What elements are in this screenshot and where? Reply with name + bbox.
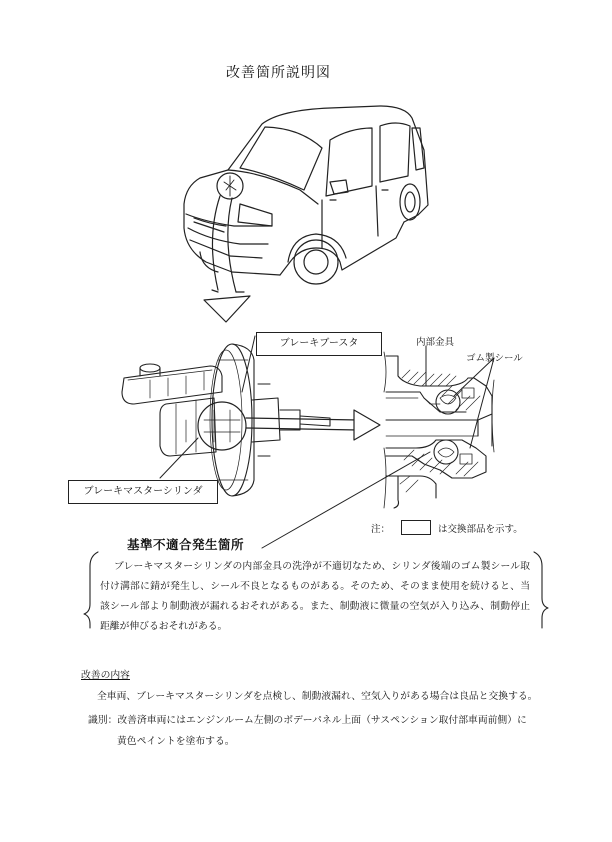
remedy-text: 全車両、ブレーキマスターシリンダを点検し、制動液漏れ、空気入りがある場合は良品と交換する。 (97, 691, 538, 702)
note-prefix: 注： (371, 524, 391, 535)
remedy-title: 改善の内容 (81, 670, 130, 681)
cross-section-illustration (384, 352, 494, 508)
rubber-seal-label: ゴム製シール (466, 353, 523, 364)
page-title: 改善箇所説明図 (226, 65, 331, 81)
brake-assembly-illustration (122, 344, 330, 496)
defect-description: ブレーキマスターシリンダの内部金具の洗浄が不適切なため、シリンダ後端のゴム製シール取付け溝部に錆が発生し、シール不良となるものがある。そのため、そのまま使用を続けると、当該シール部より制動液が漏れるおそれがある。また、制動液に微量の空気が入り込み、制動停止距離が伸びるおそれがある。 (100, 561, 530, 632)
inner-fitting-label: 内部金具 (416, 337, 455, 348)
identification-line-1: 識別：改善済車両にはエンジンルーム左側のボデーパネル上面（サスペンション取付部車両前側）に (88, 715, 527, 726)
note-text: は交換部品を示す。 (438, 524, 523, 535)
brake-booster-label: ブレーキブースタ (256, 332, 382, 356)
car-illustration (184, 106, 428, 284)
leader-lines (160, 336, 494, 548)
master-cylinder-label: ブレーキマスターシリンダ (68, 480, 218, 504)
pointer-arrow (204, 196, 250, 322)
identification-line-2: 黄色ペイントを塗布する。 (117, 736, 235, 747)
legend-swatch (401, 520, 431, 535)
defect-heading: 基準不適合発生箇所 (127, 537, 245, 552)
